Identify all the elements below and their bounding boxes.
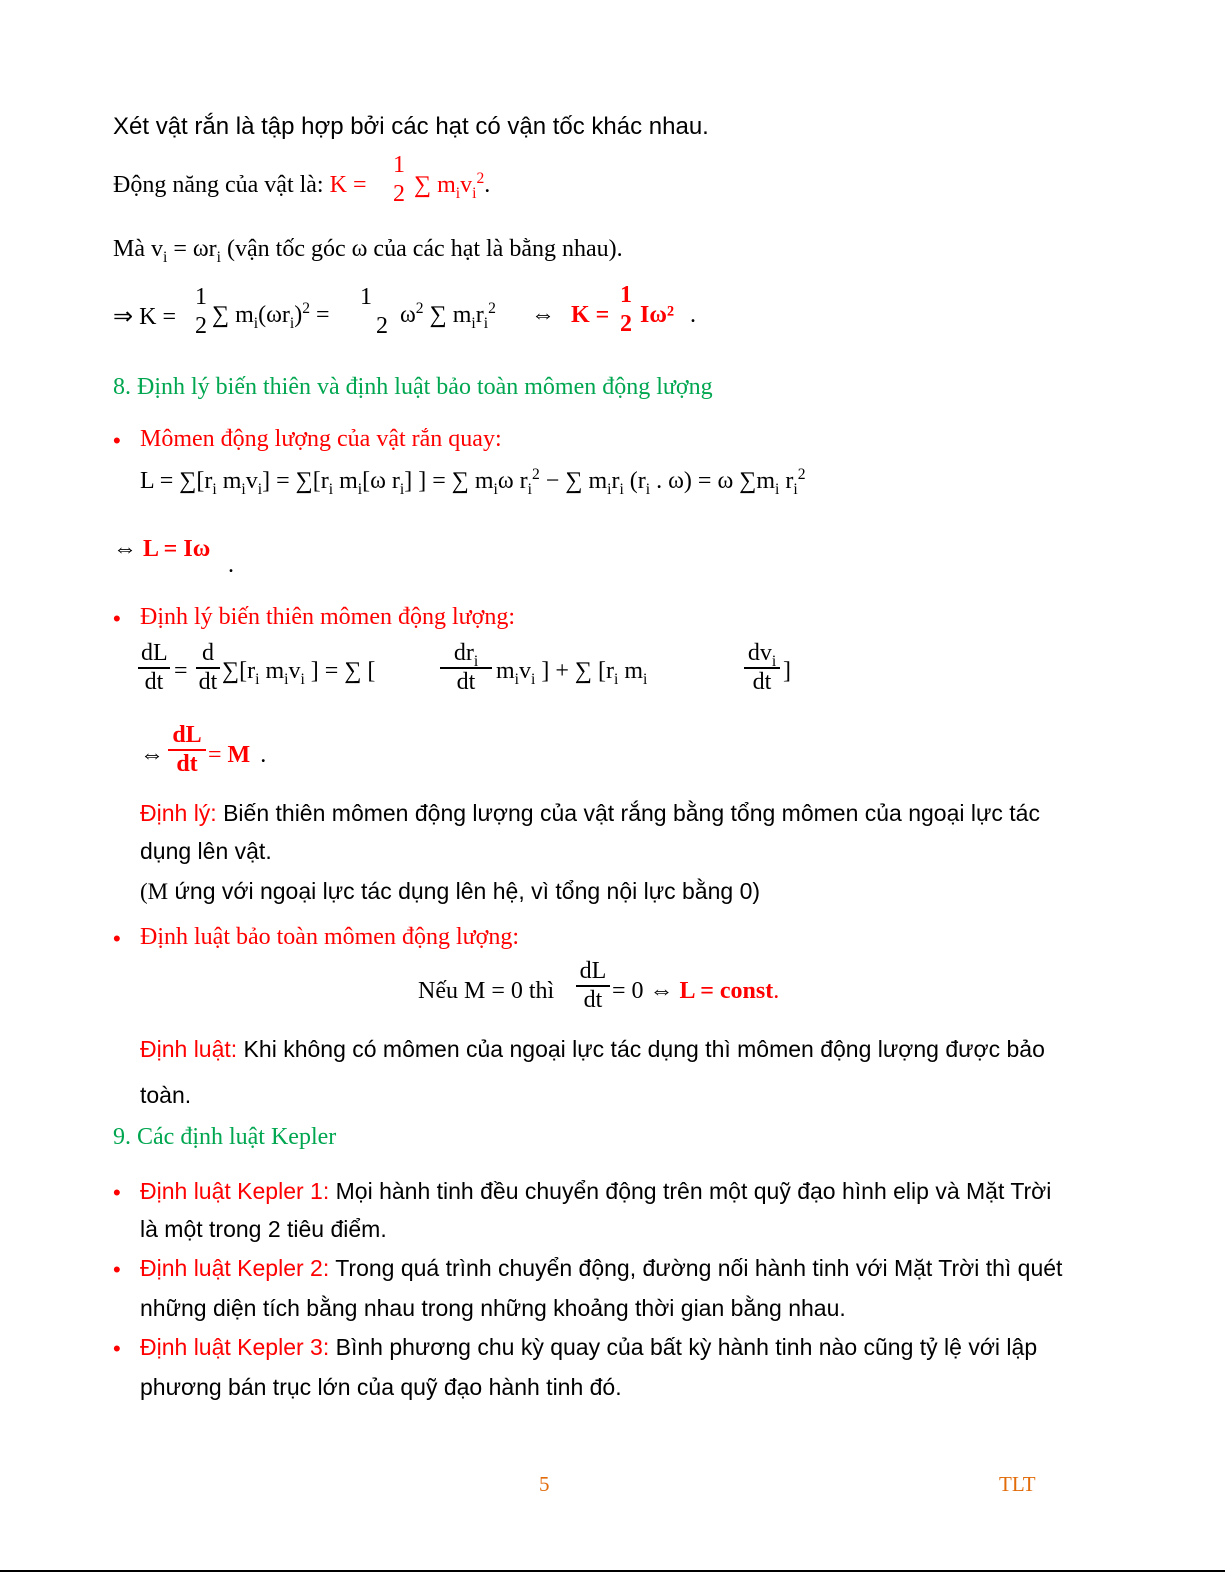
- kepler1-line2: là một trong 2 tiêu điểm.: [140, 1216, 387, 1242]
- theorem-mid-a: [222, 658, 376, 688]
- derivation-part2: (ωr: [258, 302, 290, 328]
- kepler1-text1: Mọi hành tinh đều chuyển động trên một quỹ đạo hình elip và Mặt Trời: [329, 1178, 1052, 1204]
- kepler2-text1: Trong quá trình chuyển động, đường nối hành tinh với Mặt Trời thì quét: [329, 1255, 1063, 1281]
- th-mid7: ] + ∑ [r: [535, 658, 614, 684]
- theorem-result-rhs: [208, 742, 266, 769]
- bottom-rule: [0, 1570, 1225, 1572]
- kepler2-line1: [140, 1255, 1062, 1282]
- th-result-eq: =: [208, 742, 228, 768]
- derivation-part6: ∑ m: [423, 302, 472, 328]
- cons-cond2: = 0 thì: [485, 978, 555, 1004]
- th-result-num: dL: [168, 722, 206, 751]
- th-sub3: i: [300, 670, 305, 688]
- mom-sub-6: i: [399, 480, 405, 498]
- th-dri: dr: [453, 640, 474, 666]
- theorem-statement-text1: Biến thiên mômen động lượng của vật rắng bằng tổng mômen của ngoại lực tác: [216, 800, 1040, 826]
- cons-law-label: Định luật:: [140, 1036, 238, 1062]
- mom-sub-7: i: [493, 480, 498, 498]
- kinetic-label-text: Động năng của vật là:: [113, 172, 330, 198]
- kepler1-label: Định luật Kepler 1:: [140, 1178, 330, 1204]
- mom-sup-1: 2: [532, 466, 540, 483]
- th-mid5: m: [496, 658, 515, 684]
- kepler1-bullet: •: [113, 1180, 121, 1205]
- kinetic-sum: ∑ m: [414, 172, 456, 198]
- theorem-frac-dvi: [744, 640, 780, 696]
- mom-sub-4: i: [328, 480, 334, 498]
- relation-sub1: i: [163, 248, 168, 266]
- cons-frac-den: dt: [583, 987, 603, 1013]
- kinetic-sup-2: 2: [476, 170, 485, 187]
- derivation-frac2-den: 2: [376, 313, 388, 339]
- kepler3-label: Định luật Kepler 3:: [140, 1334, 330, 1360]
- momentum-result: [113, 536, 210, 563]
- derivation-result-lhs: K =: [571, 302, 610, 328]
- theorem-mid-b: [496, 658, 648, 688]
- mom-sub-10: i: [619, 480, 624, 498]
- theorem-eq1: =: [174, 658, 188, 684]
- th-sub6: i: [613, 670, 619, 688]
- mom-result: L = Iω: [143, 536, 211, 562]
- derivation-result-den: 2: [620, 311, 632, 337]
- mom-eq-a: m: [216, 468, 242, 494]
- theorem-statement-line2: dụng lên vật.: [140, 838, 272, 864]
- kepler1-line1: [140, 1178, 1051, 1205]
- th-dri-sub: i: [473, 652, 479, 670]
- kepler3-bullet: •: [113, 1336, 121, 1361]
- theorem-statement-line1: [140, 800, 1040, 827]
- derivation-sup3: 2: [488, 300, 496, 317]
- mom-eq-i: r: [611, 468, 620, 494]
- th-result-M: M: [227, 742, 251, 768]
- kinetic-fraction: [387, 152, 411, 208]
- derivation-equiv: ⇔: [531, 302, 555, 328]
- th-dvi: dv: [747, 640, 772, 666]
- kinetic-end: .: [484, 172, 491, 198]
- momentum-equation: [140, 466, 806, 498]
- mom-sub-5: i: [357, 480, 363, 498]
- kepler3-line2: phương bán trục lớn của quỹ đạo hành tinh đó.: [140, 1374, 622, 1400]
- mom-eq-c: ] = ∑[r: [262, 468, 329, 494]
- derivation-part3: ): [294, 302, 303, 328]
- section9-title: 9. Các định luật Kepler: [113, 1124, 337, 1150]
- conservation-cond: [418, 978, 554, 1005]
- th-dri-den: dt: [456, 669, 476, 695]
- mom-sub-11: i: [645, 480, 651, 498]
- cons-cond3: = 0 ⇔: [612, 978, 680, 1004]
- theorem-frac-dL-num: dL: [138, 640, 170, 669]
- derivation-sub1: i: [253, 314, 259, 332]
- mom-sub-3: i: [257, 480, 263, 498]
- mom-result-equiv: ⇔: [113, 536, 143, 562]
- th-mid1: ∑[r: [222, 658, 256, 684]
- theorem-frac-dri: [440, 640, 492, 696]
- momentum-bullet: •: [113, 428, 121, 453]
- mom-sub-13: i: [793, 480, 798, 498]
- conservation-bullet: •: [113, 926, 121, 951]
- derivation-sub3: i: [471, 314, 476, 332]
- relation-text3: (vận tốc góc ω của các hạt là bằng nhau).: [221, 236, 623, 262]
- theorem-label: Định lý biến thiên mômen động lượng:: [140, 604, 515, 630]
- derivation-period: .: [690, 302, 696, 328]
- theorem-frac-d-den: dt: [198, 669, 218, 695]
- kinetic-sub-i2: i: [472, 184, 477, 202]
- cons-frac-num: dL: [576, 958, 610, 987]
- th-sub4: i: [514, 670, 520, 688]
- momentum-result-dot: .: [228, 552, 234, 578]
- derivation-start: ⇒ K =: [113, 304, 176, 330]
- derivation-sub4: i: [483, 314, 489, 332]
- page-number: 5: [539, 1472, 550, 1496]
- th-dvi-sub: i: [771, 652, 777, 670]
- kinetic-sub-i: i: [455, 184, 461, 202]
- mom-sub-8: i: [527, 480, 532, 498]
- th-sub7: i: [643, 670, 648, 688]
- relation-text1: Mà v: [113, 236, 163, 262]
- kepler3-text1: Bình phương chu kỳ quay của bất kỳ hành tinh nào cũng tỷ lệ với lập: [329, 1334, 1038, 1360]
- kinetic-label: [113, 172, 366, 199]
- kinetic-formula-rhs: [414, 170, 491, 202]
- mom-eq-g: ω r: [497, 468, 528, 494]
- momentum-label: Mômen động lượng của vật rắn quay:: [140, 426, 502, 452]
- kepler2-bullet: •: [113, 1257, 121, 1282]
- kinetic-formula-lhs: K =: [329, 172, 367, 198]
- kepler2-label: Định luật Kepler 2:: [140, 1255, 330, 1281]
- th-result-den: dt: [176, 751, 198, 777]
- theorem-close: ]: [783, 658, 791, 684]
- derivation-part4: =: [310, 302, 330, 328]
- mom-eq-b: v: [245, 468, 258, 494]
- cons-result: L = const: [679, 978, 774, 1004]
- derivation-middle: [212, 300, 330, 332]
- theorem-note: [140, 878, 760, 905]
- mom-eq-d: m: [333, 468, 358, 494]
- theorem-note-open: (M: [140, 879, 169, 904]
- th-mid6: v: [519, 658, 532, 684]
- derivation-frac2-num: 1: [360, 284, 372, 310]
- derivation-result-frac: [615, 282, 637, 338]
- kinetic-frac-den: 2: [393, 181, 405, 207]
- mom-sup-2: 2: [797, 466, 806, 483]
- theorem-result-frac: [168, 722, 206, 778]
- intro-text: Xét vật rắn là tập hợp bởi các hạt có vận tốc khác nhau.: [113, 113, 709, 140]
- kepler3-line1: [140, 1334, 1037, 1361]
- kinetic-v: v: [460, 172, 473, 198]
- kinetic-frac-num: 1: [393, 152, 405, 178]
- conservation-frac: [576, 958, 610, 1014]
- theorem-statement-label: Định lý:: [140, 800, 217, 826]
- mom-sub-2: i: [241, 480, 246, 498]
- derivation-end: [400, 300, 496, 332]
- kepler2-line2: những diện tích bằng nhau trong những khoảng thời gian bằng nhau.: [140, 1295, 846, 1321]
- th-sub5: i: [531, 670, 536, 688]
- th-sub1: i: [255, 670, 260, 688]
- theorem-frac-dL: [138, 640, 170, 696]
- th-mid4: ] = ∑ [: [304, 658, 376, 684]
- section8-title: 8. Định lý biến thiên và định luật bảo toàn mômen động lượng: [113, 374, 713, 400]
- th-result-dot: .: [260, 742, 267, 768]
- theorem-result-equiv: ⇔: [140, 742, 164, 768]
- derivation-result-num: 1: [620, 282, 632, 308]
- th-mid8: m: [618, 658, 643, 684]
- mom-eq-1: L = ∑[r: [140, 468, 213, 494]
- derivation-part7: r: [475, 302, 484, 328]
- derivation-frac1-num: 1: [195, 284, 207, 310]
- derivation-sup2: 2: [415, 300, 424, 317]
- conservation-label: Định luật bảo toàn mômen động lượng:: [140, 924, 519, 950]
- conservation-result: [612, 978, 779, 1005]
- conservation-law-line2: toàn.: [140, 1082, 192, 1108]
- derivation-sup1: 2: [302, 300, 311, 317]
- derivation-part5: ω: [400, 302, 416, 328]
- mom-eq-j: (r: [623, 468, 646, 494]
- conservation-law-line1: [140, 1036, 1045, 1063]
- theorem-frac-d: [196, 640, 220, 696]
- cons-law-text1: Khi không có mômen của ngoại lực tác dụng thì mômen động lượng được bảo: [237, 1036, 1045, 1062]
- relation-text2: = ωr: [167, 236, 217, 262]
- derivation-frac1: [190, 284, 212, 340]
- derivation-sub2: i: [289, 314, 295, 332]
- footer-author: TLT: [999, 1472, 1036, 1496]
- mom-sub-9: i: [607, 480, 612, 498]
- derivation-frac1-den: 2: [195, 313, 207, 339]
- theorem-note-text: ứng với ngoại lực tác dụng lên hệ, vì tổng nội lực bằng 0): [168, 878, 761, 904]
- mom-eq-h: − ∑ m: [539, 468, 608, 494]
- derivation-frac2: [346, 284, 386, 340]
- th-dvi-den: dt: [752, 669, 772, 695]
- th-mid3: v: [288, 658, 301, 684]
- mom-eq-k: . ω) = ω ∑m: [650, 468, 776, 494]
- mom-sub-1: i: [212, 480, 217, 498]
- mom-sub-12: i: [775, 480, 780, 498]
- cons-cond1: Nếu M: [418, 978, 486, 1004]
- theorem-bullet: •: [113, 606, 121, 631]
- mom-eq-f: ] ] = ∑ m: [404, 468, 494, 494]
- th-mid2: m: [259, 658, 285, 684]
- cons-dot: .: [773, 978, 780, 1004]
- relation-line: [113, 236, 623, 266]
- mom-eq-l: r: [779, 468, 794, 494]
- th-sub2: i: [284, 670, 289, 688]
- theorem-frac-d-num: d: [196, 640, 220, 669]
- mom-eq-e: [ω r: [362, 468, 400, 494]
- derivation-part1: ∑ m: [212, 302, 254, 328]
- derivation-result-rhs: Iω²: [640, 302, 675, 328]
- theorem-frac-dL-den: dt: [144, 669, 164, 695]
- relation-sub2: i: [216, 248, 222, 266]
